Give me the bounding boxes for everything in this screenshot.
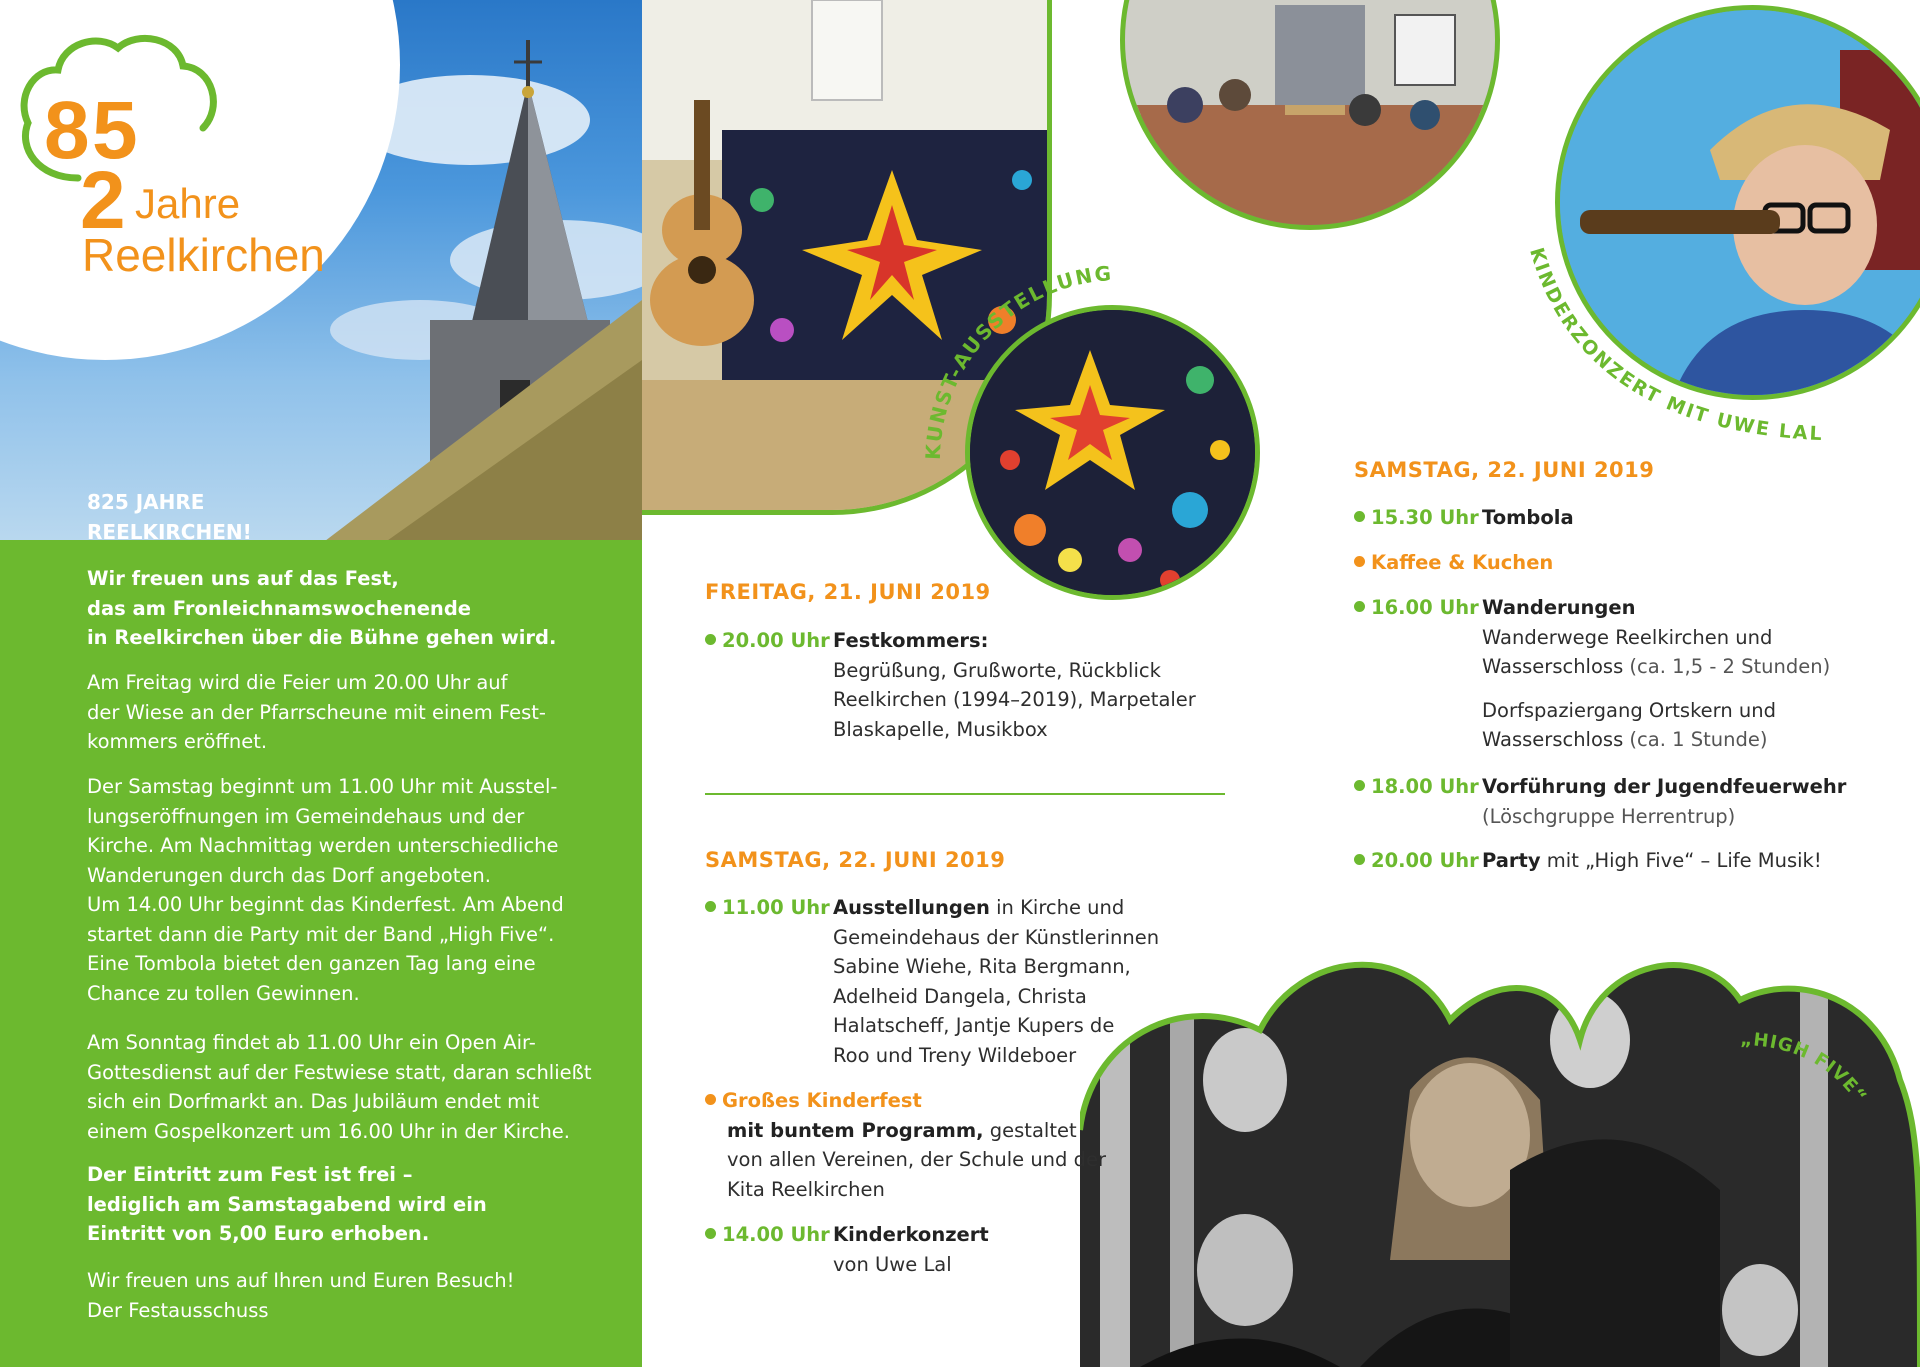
left-paragraph-saturday [87,772,564,1008]
event-desc-line: (Löschgruppe Herrentrup) [1482,804,1736,828]
svg-text:KUNST-AUSSTELLUNG [921,261,1114,460]
event-wanderungen-details [1482,593,1902,755]
event-duration: (ca. 1 Stunde) [1623,728,1768,751]
bullet-orange [705,1094,716,1105]
event-desc-line: Wasserschloss [1482,728,1624,751]
svg-text:„HIGH FIVE“ [1740,1029,1871,1107]
courtyard-illustration [1125,0,1500,230]
event-desc-line: Sabine Wiehe, Rita Bergmann, [833,955,1131,978]
event-desc-line: von Uwe Lal [833,1252,952,1276]
event-desc-line: Adelheid Dangela, Christa [833,984,1087,1008]
left-heading-line2: REELKIRCHEN! [87,519,252,544]
logo-number-8: 8 [44,85,86,176]
left-p3-line: Am Sonntag findet ab 11.00 Uhr ein Open Air- [87,1031,536,1054]
left-intro-line: in Reelkirchen über die Bühne gehen wird. [87,626,557,649]
event-party [1354,846,1479,876]
event-desc-line: Wasserschloss [1482,655,1624,678]
section-divider [705,793,1225,795]
event-title-rest: mit „High Five“ – Life Musik! [1540,849,1822,872]
kinderkonzert-label [1500,230,1840,470]
event-desc-line: Blaskapelle, Musikbox [833,717,1048,741]
bullet-green [1354,780,1365,791]
saturday-mid-heading: SAMSTAG, 22. JUNI 2019 [705,848,1006,872]
event-desc-line: Gemeindehaus der Künstlerinnen [833,925,1160,949]
left-p2-line: startet dann die Party mit der Band „High Five“. [87,922,555,946]
event-tombola-title [1482,503,1574,533]
event-time-row [705,1220,830,1250]
kunst-label-text: KUNST-AUSSTELLUNG [920,260,1114,461]
left-heading-line1: 825 JAHRE [87,490,205,514]
kunst-label [900,240,1150,490]
event-time: 16.00 Uhr [1371,596,1479,619]
bullet-green [705,634,716,645]
event-jugendfeuerwehr [1354,772,1479,802]
highfive-label-text: „HIGH FIVE“ [1739,1028,1871,1108]
friday-event-festkommers [705,626,830,656]
event-desc-line: Reelkirchen (1994–2019), Marpetaler [833,688,1196,711]
left-p2-line: Wanderungen durch das Dorf angeboten. [87,863,491,887]
event-title: Party [1482,849,1541,872]
left-p2-line: Kirche. Am Nachmittag werden unterschiedliche [87,834,559,857]
event-time: 20.00 Uhr [1371,849,1479,872]
logo-word-jahre: Jahre [135,180,241,227]
event-desc-line: Roo und Treny Wildeboer [833,1043,1077,1067]
left-p5-line: Der Festausschuss [87,1298,269,1322]
event-time: 18.00 Uhr [1371,775,1479,798]
event-kaffee [1354,548,1553,578]
friday-heading: FREITAG, 21. JUNI 2019 [705,580,991,604]
event-ausstellungen [833,893,1193,1070]
friday-event-details [833,626,1203,744]
left-paragraph-sunday [87,1028,592,1146]
kinderkonzert-label-text: KINDERZONZERT MIT UWE LAL [1525,245,1825,446]
left-heading [87,488,252,547]
left-p2-line: Eine Tombola bietet den ganzen Tag lang eine [87,952,536,975]
left-paragraph-entry [87,1160,487,1249]
logo-number-5: 5 [92,85,138,176]
left-p4-line: lediglich am Samstagabend wird ein [87,1192,487,1216]
event-jugendfeuerwehr-details [1482,772,1902,831]
event-subtitle-rest: gestaltet [983,1118,1077,1142]
event-tombola [1354,503,1479,533]
event-time-row [705,893,830,923]
left-p4-line: Der Eintritt zum Fest ist frei – [87,1163,413,1186]
event-desc-line: Halatscheff, Jantje Kupers de [833,1014,1115,1037]
courtyard-photo [1120,0,1500,230]
event-kinderkonzert [833,1220,1133,1279]
left-paragraph-closing [87,1266,514,1325]
left-p2-line: Der Samstag beginnt um 11.00 Uhr mit Ausstel- [87,775,558,798]
left-intro-line: Wir freuen uns auf das Fest, [87,567,399,590]
event-title: Vorführung der Jugendfeuerwehr [1482,775,1847,798]
left-paragraph-friday [87,668,546,757]
left-p3-line: sich ein Dorfmarkt an. Das Jubiläum endet mit [87,1090,540,1113]
event-desc-line: Begrüßung, Grußworte, Rückblick [833,658,1161,682]
event-desc-line: Kita Reelkirchen [727,1177,885,1201]
left-p1-line: Am Freitag wird die Feier um 20.00 Uhr auf [87,671,508,694]
svg-text:KINDERZONZERT MIT UWE LAL [1525,245,1824,445]
bullet-green [1354,511,1365,522]
left-p2-line: Um 14.00 Uhr beginnt das Kinderfest. Am Abend [87,893,564,916]
left-intro-line: das am Fronleichnamswochenende [87,596,472,620]
event-desc-line: Wanderwege Reelkirchen und [1482,625,1773,649]
left-p4-line: Eintritt von 5,00 Euro erhoben. [87,1222,430,1245]
bullet-green [1354,601,1365,612]
event-kinderfest [705,1086,1125,1204]
left-p5-line: Wir freuen uns auf Ihren und Euren Besuch! [87,1269,515,1292]
left-p3-line: einem Gospelkonzert um 16.00 Uhr in der Kirche. [87,1119,570,1143]
high-five-band-photo [1080,930,1920,1367]
bullet-orange [1354,556,1365,567]
left-p3-line: Gottesdienst auf der Festwiese statt, daran schließt [87,1060,592,1084]
logo-number-2: 2 [80,155,126,246]
event-title: Kaffee & Kuchen [1371,551,1554,574]
left-panel [0,0,642,1367]
bullet-green [1354,854,1365,865]
event-subtitle: mit buntem Programm, [727,1118,984,1142]
event-time: 20.00 Uhr [722,629,830,652]
saturday-right-heading: SAMSTAG, 22. JUNI 2019 [1354,458,1655,482]
event-title: Ausstellungen [833,896,990,919]
highfive-label [1720,1015,1890,1135]
left-p1-line: kommers eröffnet. [87,730,268,753]
event-title: Großes Kinderfest [722,1089,922,1112]
event-title-rest: in Kirche und [989,896,1125,919]
bullet-green [705,901,716,912]
event-time: 11.00 Uhr [722,896,830,919]
event-time: 15.30 Uhr [1371,506,1479,529]
left-p2-line: lungseröffnungen im Gemeindehaus und der [87,804,525,828]
logo-word-place: Reelkirchen [82,229,325,281]
event-desc-line: von allen Vereinen, der Schule und der [727,1148,1107,1171]
event-time: 14.00 Uhr [722,1223,830,1246]
event-title: Festkommers: [833,629,989,652]
event-wanderungen [1354,593,1479,623]
event-title: Wanderungen [1482,596,1636,619]
event-desc-line: Dorfspaziergang Ortskern und [1482,698,1776,722]
left-p2-line: Chance zu tollen Gewinnen. [87,981,360,1005]
event-duration: (ca. 1,5 - 2 Stunden) [1623,655,1831,678]
bullet-green [705,1228,716,1239]
left-p1-line: der Wiese an der Pfarrscheune mit einem Fest- [87,700,546,724]
event-title: Tombola [1482,506,1574,529]
event-party-details [1482,846,1902,876]
event-title: Kinderkonzert [833,1223,989,1246]
left-intro [87,564,556,653]
